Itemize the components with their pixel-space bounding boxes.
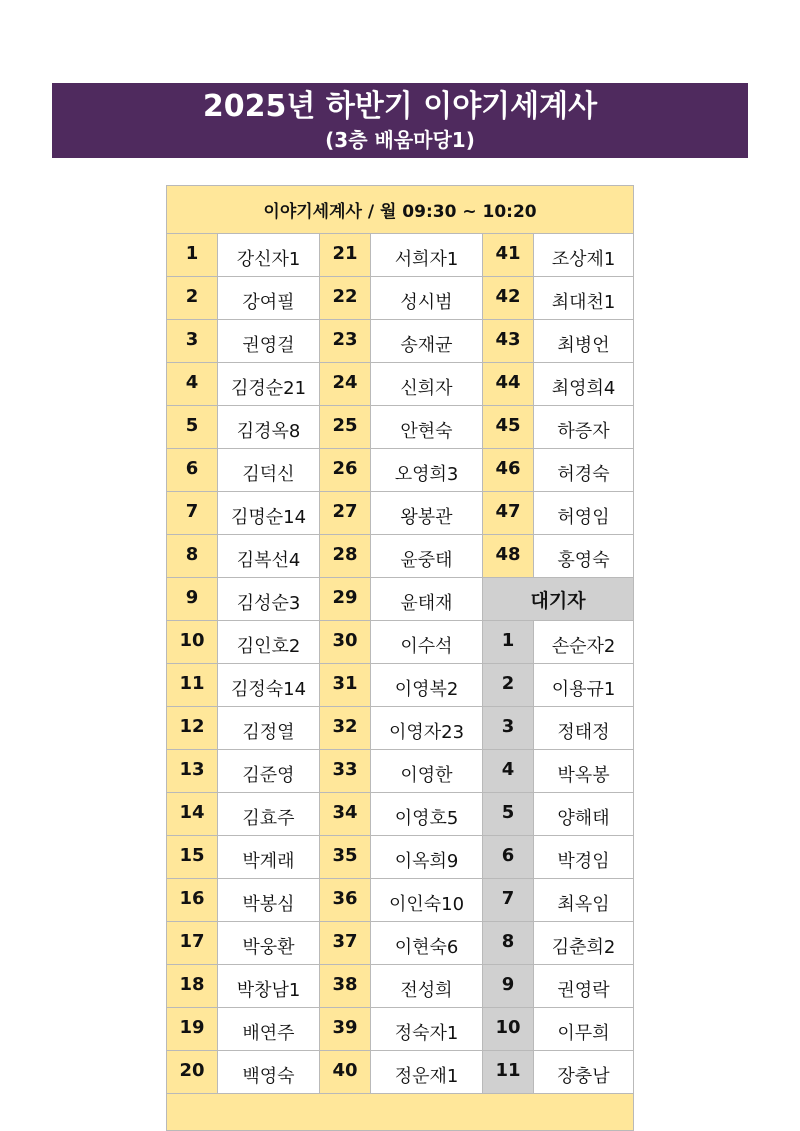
member-name: 최영희4: [534, 363, 634, 406]
member-number: 3: [167, 320, 218, 363]
waitlist-name: 양해태: [534, 793, 634, 836]
member-name: 이인숙10: [371, 879, 483, 922]
member-name: 최병언: [534, 320, 634, 363]
member-number: 24: [320, 363, 371, 406]
member-name: 윤중태: [371, 535, 483, 578]
waitlist-name: 박경임: [534, 836, 634, 879]
waitlist-number: 10: [483, 1008, 534, 1051]
table-row: [167, 277, 634, 320]
member-number: 40: [320, 1051, 371, 1094]
table-footer: [167, 1094, 634, 1131]
member-number: 26: [320, 449, 371, 492]
member-number: 13: [167, 750, 218, 793]
member-name: 박봉심: [218, 879, 320, 922]
member-name: 김덕신: [218, 449, 320, 492]
member-number: 34: [320, 793, 371, 836]
waitlist-name: 권영락: [534, 965, 634, 1008]
waitlist-header: 대기자: [483, 578, 634, 621]
page-subtitle: (3층 배움마당1): [325, 128, 475, 152]
waitlist-number: 11: [483, 1051, 534, 1094]
member-number: 18: [167, 965, 218, 1008]
waitlist-name: 김춘희2: [534, 922, 634, 965]
member-number: 16: [167, 879, 218, 922]
table-row: [167, 449, 634, 492]
member-number: 30: [320, 621, 371, 664]
member-name: 박창남1: [218, 965, 320, 1008]
member-number: 14: [167, 793, 218, 836]
member-number: 22: [320, 277, 371, 320]
member-name: 신희자: [371, 363, 483, 406]
waitlist-number: 1: [483, 621, 534, 664]
table-row: [167, 1008, 634, 1051]
waitlist-number: 4: [483, 750, 534, 793]
member-name: 이영호5: [371, 793, 483, 836]
member-name: 이수석: [371, 621, 483, 664]
table-row: [167, 234, 634, 277]
table-header-row: [167, 186, 634, 234]
waitlist-name: 박옥봉: [534, 750, 634, 793]
member-name: 이영복2: [371, 664, 483, 707]
waitlist-number: 3: [483, 707, 534, 750]
waitlist-number: 5: [483, 793, 534, 836]
member-number: 17: [167, 922, 218, 965]
member-name: 왕봉관: [371, 492, 483, 535]
table-row: [167, 535, 634, 578]
member-name: 백영숙: [218, 1051, 320, 1094]
member-name: 김준영: [218, 750, 320, 793]
member-name: 강여필: [218, 277, 320, 320]
member-name: 김경순21: [218, 363, 320, 406]
member-number: 35: [320, 836, 371, 879]
table-row: [167, 363, 634, 406]
member-number: 7: [167, 492, 218, 535]
table-row: [167, 750, 634, 793]
member-number: 19: [167, 1008, 218, 1051]
waitlist-number: 6: [483, 836, 534, 879]
class-schedule-header: 이야기세계사 / 월 09:30 ~ 10:20: [167, 186, 634, 234]
member-name: 정숙자1: [371, 1008, 483, 1051]
waitlist-name: 최옥임: [534, 879, 634, 922]
member-number: 42: [483, 277, 534, 320]
waitlist-name: 이무희: [534, 1008, 634, 1051]
member-number: 41: [483, 234, 534, 277]
member-name: 김복선4: [218, 535, 320, 578]
member-number: 11: [167, 664, 218, 707]
member-name: 김효주: [218, 793, 320, 836]
member-number: 39: [320, 1008, 371, 1051]
waitlist-number: 8: [483, 922, 534, 965]
table-row: [167, 793, 634, 836]
member-number: 4: [167, 363, 218, 406]
member-name: 조상제1: [534, 234, 634, 277]
member-number: 46: [483, 449, 534, 492]
table-row: [167, 492, 634, 535]
table-row: [167, 406, 634, 449]
page-title: 2025년 하반기 이야기세계사: [202, 89, 598, 124]
member-number: 6: [167, 449, 218, 492]
member-name: 송재균: [371, 320, 483, 363]
member-number: 47: [483, 492, 534, 535]
member-name: 박웅환: [218, 922, 320, 965]
member-name: 이영한: [371, 750, 483, 793]
member-name: 배연주: [218, 1008, 320, 1051]
waitlist-name: 손순자2: [534, 621, 634, 664]
member-number: 9: [167, 578, 218, 621]
waitlist-number: 2: [483, 664, 534, 707]
member-number: 28: [320, 535, 371, 578]
member-number: 37: [320, 922, 371, 965]
member-name: 이영자23: [371, 707, 483, 750]
member-number: 23: [320, 320, 371, 363]
member-name: 김경옥8: [218, 406, 320, 449]
member-number: 27: [320, 492, 371, 535]
member-number: 1: [167, 234, 218, 277]
member-name: 권영걸: [218, 320, 320, 363]
member-number: 32: [320, 707, 371, 750]
member-number: 33: [320, 750, 371, 793]
member-name: 김정열: [218, 707, 320, 750]
member-number: 15: [167, 836, 218, 879]
member-number: 43: [483, 320, 534, 363]
table-row: [167, 320, 634, 363]
member-number: 5: [167, 406, 218, 449]
table-row: [167, 1051, 634, 1094]
waitlist-number: 7: [483, 879, 534, 922]
waitlist-name: 장충남: [534, 1051, 634, 1094]
waitlist-name: 이용규1: [534, 664, 634, 707]
member-name: 김성순3: [218, 578, 320, 621]
member-name: 서희자1: [371, 234, 483, 277]
member-name: 최대천1: [534, 277, 634, 320]
member-number: 10: [167, 621, 218, 664]
table-row: [167, 879, 634, 922]
member-number: 21: [320, 234, 371, 277]
member-name: 안현숙: [371, 406, 483, 449]
member-number: 29: [320, 578, 371, 621]
member-number: 31: [320, 664, 371, 707]
member-name: 김정숙14: [218, 664, 320, 707]
roster-table: [166, 185, 634, 1131]
member-name: 이현숙6: [371, 922, 483, 965]
member-name: 홍영숙: [534, 535, 634, 578]
member-number: 36: [320, 879, 371, 922]
member-number: 44: [483, 363, 534, 406]
member-number: 25: [320, 406, 371, 449]
member-name: 하증자: [534, 406, 634, 449]
member-name: 정운재1: [371, 1051, 483, 1094]
table-row: [167, 621, 634, 664]
member-name: 오영희3: [371, 449, 483, 492]
member-name: 김인호2: [218, 621, 320, 664]
table-row: [167, 664, 634, 707]
waitlist-number: 9: [483, 965, 534, 1008]
member-name: 김명순14: [218, 492, 320, 535]
member-number: 45: [483, 406, 534, 449]
member-number: 8: [167, 535, 218, 578]
member-number: 12: [167, 707, 218, 750]
table-footer-row: [167, 1094, 634, 1131]
title-banner: [52, 83, 748, 158]
member-name: 박계래: [218, 836, 320, 879]
table-row: [167, 707, 634, 750]
member-name: 성시범: [371, 277, 483, 320]
member-name: 이옥희9: [371, 836, 483, 879]
member-number: 48: [483, 535, 534, 578]
table-row: [167, 836, 634, 879]
table-row: [167, 578, 634, 621]
member-name: 허영임: [534, 492, 634, 535]
table-row: [167, 922, 634, 965]
table-row: [167, 965, 634, 1008]
member-name: 윤태재: [371, 578, 483, 621]
waitlist-name: 정태정: [534, 707, 634, 750]
member-name: 전성희: [371, 965, 483, 1008]
member-number: 38: [320, 965, 371, 1008]
member-number: 20: [167, 1051, 218, 1094]
member-name: 허경숙: [534, 449, 634, 492]
member-number: 2: [167, 277, 218, 320]
member-name: 강신자1: [218, 234, 320, 277]
